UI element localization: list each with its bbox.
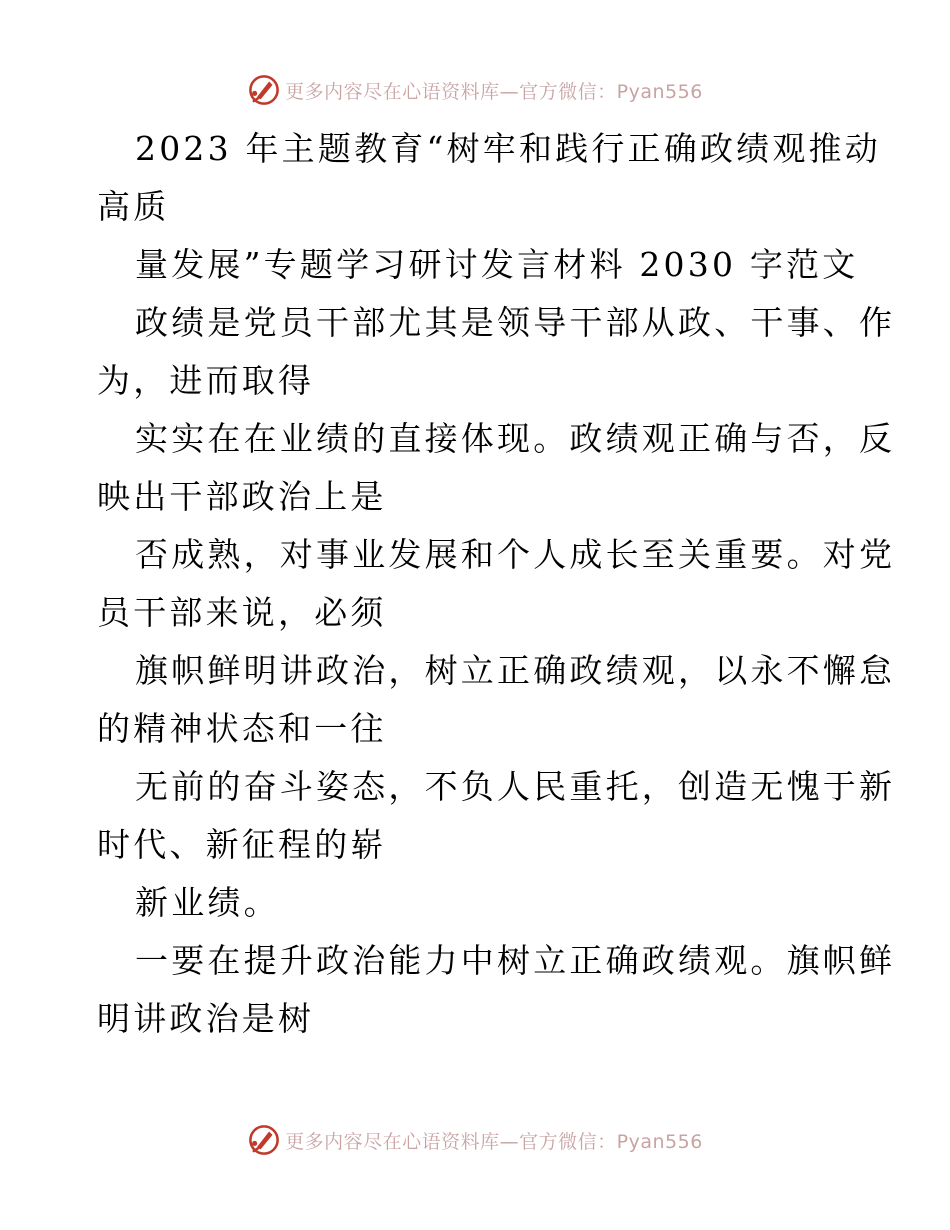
pen-logo-icon bbox=[247, 73, 281, 107]
paragraph-line: 时代、新征程的崭 bbox=[97, 825, 387, 864]
title-line-3: 量发展”专题学习研讨发言材料 2030 字范文 bbox=[135, 245, 859, 284]
paragraph-line: 一要在提升政治能力中树立正确政绩观。旗帜鲜 bbox=[135, 941, 896, 980]
paragraph-line: 否成熟，对事业发展和个人成长至关重要。对党 bbox=[135, 535, 896, 574]
title-line-2: 高质 bbox=[97, 187, 170, 226]
paragraph-line: 员干部来说，必须 bbox=[97, 593, 387, 632]
paragraph-line: 映出干部政治上是 bbox=[97, 477, 387, 516]
pen-logo-icon bbox=[247, 1123, 281, 1157]
footer-banner bbox=[0, 1120, 950, 1160]
paragraph-line: 旗帜鲜明讲政治，树立正确政绩观，以永不懈怠 bbox=[135, 651, 896, 690]
paragraph-line: 政绩是党员干部尤其是领导干部从政、干事、作 bbox=[135, 303, 896, 342]
document-body bbox=[97, 120, 896, 1048]
paragraph-line: 明讲政治是树 bbox=[97, 999, 315, 1038]
header-banner-text: 更多内容尽在心语资料库—官方微信：Pyan556 bbox=[285, 80, 703, 103]
paragraph-line: 实实在在业绩的直接体现。政绩观正确与否，反 bbox=[135, 419, 896, 458]
paragraph-line: 无前的奋斗姿态，不负人民重托，创造无愧于新 bbox=[135, 767, 896, 806]
footer-banner-text: 更多内容尽在心语资料库—官方微信：Pyan556 bbox=[285, 1130, 703, 1153]
paragraph-line: 为，进而取得 bbox=[97, 361, 315, 400]
title-line-1: 2023 年主题教育“树牢和践行正确政绩观推动 bbox=[135, 129, 881, 168]
paragraph-line: 的精神状态和一往 bbox=[97, 709, 387, 748]
paragraph-line: 新业绩。 bbox=[135, 883, 280, 922]
header-banner bbox=[0, 70, 950, 110]
